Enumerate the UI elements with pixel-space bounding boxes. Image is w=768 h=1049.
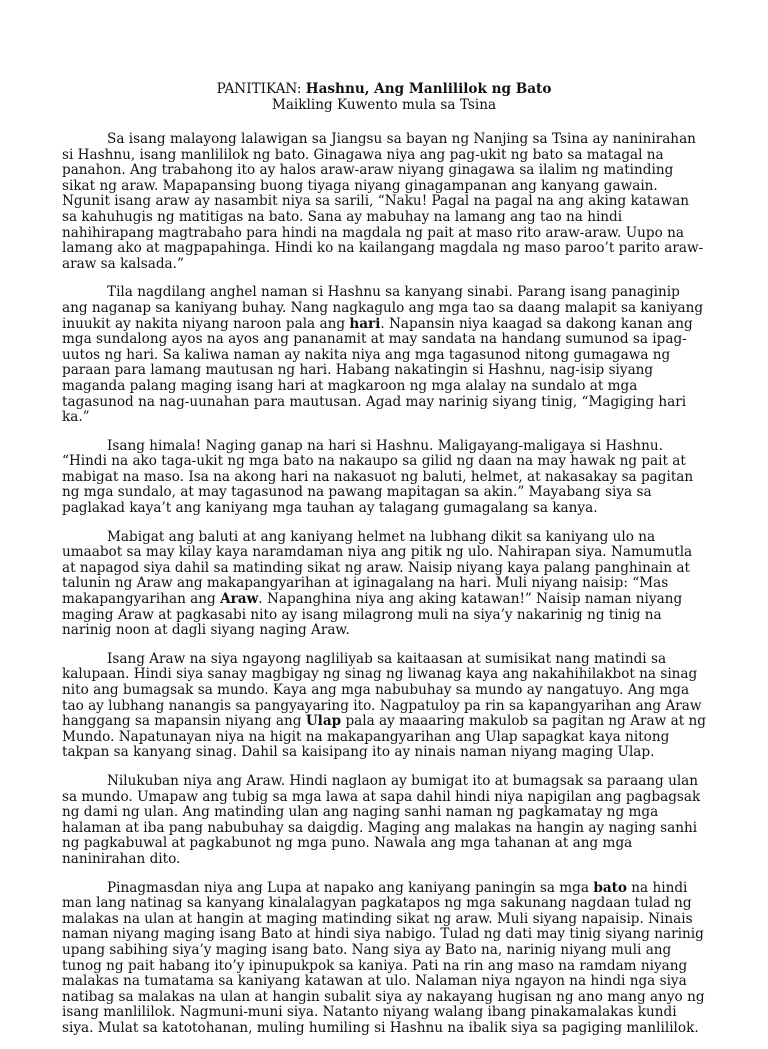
story-paragraph: [62, 881, 706, 1037]
paragraph-text: Nilukuban niya ang Araw. Hindi naglaon ay bumigat ito at bumagsak sa paraang ulan sa mundo. Umapaw ang tubig sa mga lawa at sapa dahil hindi niya napigilan ang pagbagsak ng dami ng ulan. Ang matinding ulan ang naging sanhi naman ng pagkamatay ng mga halaman at iba pang nabubuhay sa daigdig. Maging ang malakas na hangin ay naging sanhi ng pagkabuwal at pagkabunot ng mga puno. Nawala ang mga tahanan at ang mga naninirahan dito.: [62, 772, 701, 867]
paragraph-text: pala ay maaaring makulob sa pagitan ng Araw at ng Mundo. Napatunayan niya na higit na makapangyarihan ang Ulap sapagkat kaya nitong takpan sa kanyang sinag. Dahil sa kaisipang ito ay ninais naman niyang maging Ulap.: [62, 713, 706, 761]
emphasized-word: hari: [349, 315, 381, 332]
story-title: Hashnu, Ang Manlililok ng Bato: [305, 81, 552, 97]
story-paragraph: [62, 530, 706, 639]
story-body: [62, 132, 706, 1036]
paragraph-text: Sa isang malayong lalawigan sa Jiangsu sa bayan ng Nanjing sa Tsina ay naninirahan si Hashnu, isang manlililok ng bato. Ginagawa niya ang pag-ukit ng bato sa matagal na panahon. Ang trabahong ito ay halos araw-araw niyang ginagawa sa ilalim ng matinding sikat ng araw. Mapapansing buong tiyaga niyang ginagampanan ang kanyang gawain. Ngunit isang araw ay nasambit niya sa sarili, “Naku! Pagal na pagal na ang aking katawan sa kahuhugis ng matitigas na bato. Sana ay mabuhay na lamang ang tao na hindi nahihirapang magtrabaho para hindi na magdala ng pait at maso rito araw-araw. Uupo na lamang ako at magpapahinga. Hindi ko na kailangang magdala ng maso paroo’t parito araw-araw sa kalsada.”: [62, 131, 704, 272]
paragraph-text: Tila nagdilang anghel naman si Hashnu sa kanyang sinabi. Parang isang panaginip ang naganap sa kaniyang buhay. Nang nagkagulo ang mga tao sa daang malapit sa kaniyang inuukit ay nakita niyang naroon pala ang: [62, 284, 704, 332]
story-paragraph: [62, 285, 706, 425]
paragraph-text: . Napanghina niya ang aking katawan!” Naisip naman niyang maging Araw at pagkasabi nito ay isang milagrong muli na siya’y nakarinig ng tinig na narinig noon at dagli siyang naging Araw.: [62, 591, 683, 639]
paragraph-text: na hindi man lang natinag sa kanyang kinalalagyan pagkatapos ng mga sakunang nagdaan tulad ng malakas na ulan at hangin at maging matinding sikat ng araw. Muli siyang napaisip. Ninais naman niyang maging isang Bato at hindi siya nabigo. Tulad ng dati may tinig siyang narinig upang sabihing siya’y maging isang bato. Nang siya ay Bato na, narinig niyang muli ang tunog ng pait habang ito’y ipinupukpok sa kaniya. Pati na rin ang maso na ramdam niyang malakas na tumatama sa kaniyang katawan at ulo. Nalaman niya ngayon na hindi nga siya natibag sa malakas na ulan at hangin subalit siya ay nakayang hugisan ng ano mang anyo ng isang manlililok. Nagmuni-muni siya. Natanto niyang walang ibang pinakamalakas kundi siya. Mulat sa katotohanan, muling humiling si Hashnu na ibalik siya sa pagiging manlililok.: [62, 879, 705, 1036]
emphasized-word: Araw: [220, 591, 259, 608]
emphasized-word: bato: [593, 879, 627, 896]
story-paragraph: [62, 774, 706, 868]
story-paragraph: [62, 439, 706, 517]
paragraph-text: Isang Araw na siya ngayong nagliliyab sa kaitaasan at sumisikat nang matindi sa kalupaan. Hindi siya sanay magbigay ng sinag ng liwanag kaya ang nakahihilakbot na sinag nito ang bumagsak sa mundo. Kaya ang mga nabubuhay sa mundo ay nangatuyo. Ang mga tao ay lubhang nanangis sa pangyayaring ito. Nagpatuloy pa rin sa kapangyarihan ang Araw hanggang sa mapansin niyang ang: [62, 650, 702, 730]
paragraph-text: Pinagmasdan niya ang Lupa at napako ang kaniyang paningin sa mga: [107, 879, 594, 896]
story-paragraph: [62, 652, 706, 761]
document-page: [62, 81, 706, 1049]
paragraph-text: . Napansin niya kaagad sa dakong kanan ang mga sundalong ayos na ayos ang pananamit at may sandata na handang sumunod sa ipag-uutos ng hari. Sa kaliwa naman ay nakita niya ang mga tagasunod nitong gumagawa ng paraan para lamang mautusan ng hari. Habang nakatingin si Hashnu, nag-isip siyang maganda palang maging isang hari at magkaroon ng mga alalay na sundalo at mga tagasunod na nag-uunahan para mautusan. Agad may narinig siyang tinig, “Magiging hari ka.”: [62, 315, 693, 426]
paragraph-text: Isang himala! Naging ganap na hari si Hashnu. Maligayang-maligaya si Hashnu. “Hindi na ako taga-ukit ng mga bato na nakaupo sa gilid ng daan na may hawak ng pait at mabigat na maso. Isa na akong hari na nakasuot ng baluti, helmet, at nakasakay sa pagitan ng mga sundalo, at may tagasunod na pawang mapitagan sa akin.” Mayabang siya sa paglakad kaya’t ang kaniyang mga tauhan ay talagang gumagalang sa kanya.: [62, 437, 694, 517]
paragraph-text: Mabigat ang baluti at ang kaniyang helmet na lubhang dikit sa kaniyang ulo na umaabot sa may kilay kaya naramdaman niya ang pitik ng ulo. Nahirapan siya. Namumutla at napagod siya dahil sa matinding sikat ng araw. Naisip niyang kaya palang panghinain at talunin ng Araw ang makapangyarihan at iginagalang na hari. Muli niyang naisip: “Mas makapangyarihan ang: [62, 528, 693, 608]
document-title: [62, 81, 706, 97]
title-prefix: PANITIKAN:: [216, 81, 306, 97]
emphasized-word: Ulap: [305, 713, 342, 730]
document-subtitle: Maikling Kuwento mula sa Tsina: [271, 97, 497, 113]
story-paragraph: [62, 132, 706, 272]
